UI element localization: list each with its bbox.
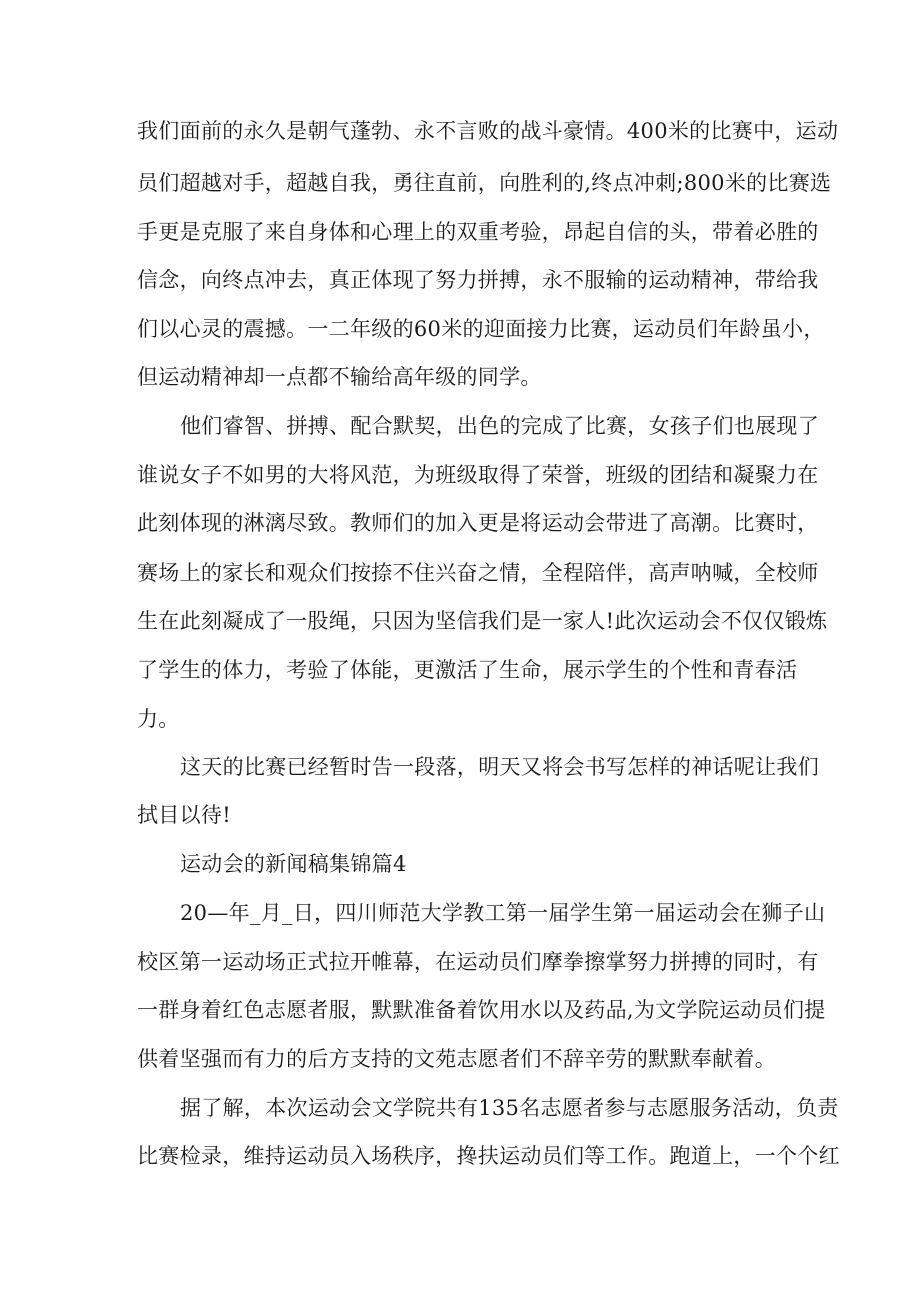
text-line: 校区第一运动场正式拉开帷幕，在运动员们摩拳擦掌努力拼搏的同时，有 [137, 950, 819, 974]
text-line: 们以心灵的震撼。一二年级的60米的迎面接力比赛，运动员们年龄虽小， [137, 317, 825, 341]
text-line: 谁说女子不如男的大将风范，为班级取得了荣誉，班级的团结和凝聚力在 [137, 463, 819, 487]
text-line: 手更是克服了来自身体和心理上的双重考验，昂起自信的头，带着必胜的 [137, 220, 819, 244]
section-heading: 运动会的新闻稿集锦篇4 [180, 852, 407, 876]
text-line: 此刻体现的淋漓尽致。教师们的加入更是将运动会带进了高潮。比赛时， [137, 511, 819, 535]
text-line: 这天的比赛已经暂时告一段落，明天又将会书写怎样的神话呢让我们 [180, 755, 819, 779]
text-line: 比赛检录，维持运动员入场秩序，搀扶运动员们等工作。跑道上，一个个红 [137, 1144, 840, 1168]
text-line: 一群身着红色志愿者服，默默准备着饮用水以及药品,为文学院运动员们提 [137, 998, 826, 1022]
text-line: 员们超越对手，超越自我，勇往直前，向胜利的,终点冲刺;800米的比赛选 [137, 171, 832, 195]
text-line: 但运动精神却一点都不输给高年级的同学。 [137, 365, 542, 389]
text-line: 供着坚强而有力的后方支持的文苑志愿者们不辞辛劳的默默奉献着。 [137, 1047, 776, 1071]
text-line: 20—年_月_日，四川师范大学教工第一届学生第一届运动会在狮子山 [180, 901, 826, 925]
text-line: 生在此刻凝成了一股绳，只因为坚信我们是一家人!此次运动会不仅仅锻炼 [137, 609, 828, 633]
text-line: 据了解，本次运动会文学院共有135名志愿者参与志愿服务活动，负责 [180, 1096, 839, 1120]
text-line: 拭目以待! [137, 803, 231, 827]
text-line: 他们睿智、拼搏、配合默契，出色的完成了比赛，女孩子们也展现了 [180, 414, 819, 438]
text-line: 力。 [137, 707, 180, 731]
text-line: 了学生的体力，考验了体能，更激活了生命，展示学生的个性和青春活 [137, 658, 798, 682]
text-line: 赛场上的家长和观众们按捺不住兴奋之情，全程陪伴，高声呐喊，全校师 [137, 561, 819, 585]
text-line: 我们面前的永久是朝气蓬勃、永不言败的战斗豪情。400米的比赛中，运动 [137, 119, 839, 143]
text-line: 信念，向终点冲去，真正体现了努力拼搏，永不服输的运动精神，带给我 [137, 268, 819, 292]
